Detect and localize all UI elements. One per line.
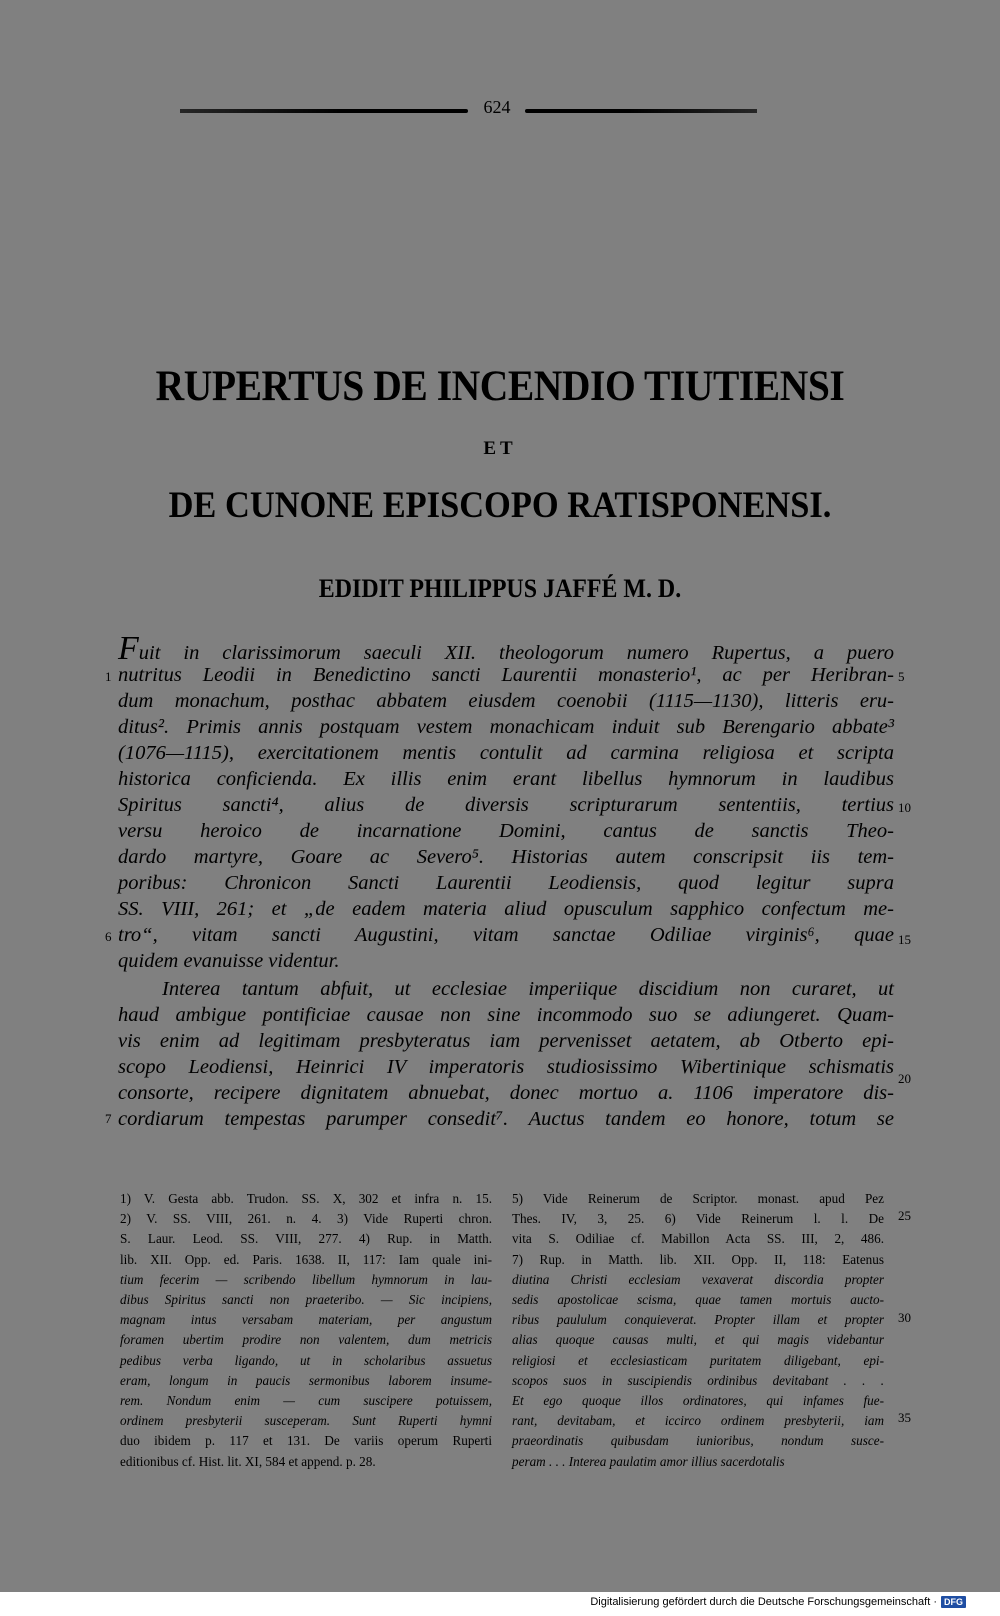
dfg-logo-icon: DFG xyxy=(941,1596,966,1608)
margin-note-number: 6 xyxy=(105,929,112,944)
page-number: 624 xyxy=(483,97,511,117)
editor-line: EDIDIT PHILIPPUS JAFFÉ M. D. xyxy=(318,574,682,603)
line-number: 15 xyxy=(898,932,911,947)
body-line: historica conficienda. Ex illis enim erant libellus hymnorum in laudibus xyxy=(118,768,894,790)
body-line: quidem evanuisse videntur. xyxy=(118,950,340,972)
body-line: haud ambigue pontificiae causae non sine incommodo suo se adiungeret. Quam- xyxy=(118,1004,894,1026)
footnote-line: Et ego quoque illos ordinatores, qui infames fue- xyxy=(512,1393,884,1409)
header-rule-left xyxy=(180,109,468,113)
footnote-line: peram . . . Interea paulatim amor illius sacerdotalis xyxy=(512,1453,785,1469)
footnote-line: 2) V. SS. VIII, 261. n. 4. 3) Vide Ruperti chron. xyxy=(120,1211,492,1227)
footnotes-right-column xyxy=(512,1189,884,1472)
footnote-line: praeordinatis quibusdam iunioribus, nondum susce- xyxy=(512,1433,884,1449)
footnote-line: eram, longum in paucis sermonibus laborem insume- xyxy=(120,1372,492,1388)
line-number: 35 xyxy=(898,1410,911,1425)
footnote-line: S. Laur. Leod. SS. VIII, 277. 4) Rup. in Matth. xyxy=(120,1231,492,1247)
line-number: 5 xyxy=(898,669,905,684)
body-line: (1076—1115), exercitationem mentis contulit ad carmina religiosa et scripta xyxy=(118,742,894,764)
body-line: Interea tantum abfuit, ut ecclesiae imperiique discidium non curaret, ut xyxy=(162,978,894,1000)
footnote-line: 5) Vide Reinerum de Scriptor. monast. apud Pez xyxy=(512,1191,884,1206)
footnote-line: editionibus cf. Hist. lit. XI, 584 et append. p. 28. xyxy=(120,1453,376,1469)
body-line: consorte, recipere dignitatem abnuebat, donec mortuo a. 1106 imperatore dis- xyxy=(118,1082,894,1104)
footnote-line: lib. XII. Opp. ed. Paris. 1638. II, 117: Iam quale ini- xyxy=(120,1251,492,1267)
line-number: 10 xyxy=(898,800,911,815)
footnote-line: scopos suos in suscipiendis ordinibus devitabant . . . xyxy=(512,1372,884,1388)
footnote-line: rem. Nondum enim — cum suscipere potuissem, xyxy=(120,1393,492,1409)
footnote-line: Thes. IV, 3, 25. 6) Vide Reinerum l. l. De xyxy=(512,1211,884,1227)
footnote-line: duo ibidem p. 117 et 131. De variis operum Ruperti xyxy=(120,1433,492,1449)
title-main: RUPERTUS DE INCENDIO TIUTIENSI xyxy=(155,363,845,410)
body-line: tro“, vitam sancti Augustini, vitam sanctae Odiliae virginis⁶, quae xyxy=(118,924,894,946)
margin-note-number: 1 xyxy=(105,669,112,684)
footnote-line: diutina Christi ecclesiam vexaverat discordia propter xyxy=(512,1271,884,1287)
footnote-line: 1) V. Gesta abb. Trudon. SS. X, 302 et infra n. 15. xyxy=(120,1191,492,1206)
drop-letter: F xyxy=(118,630,139,667)
footnote-line: tium fecerim — scribendo libellum hymnorum in lau- xyxy=(120,1271,492,1287)
line-number: 20 xyxy=(898,1071,911,1086)
body-line: dardo martyre, Goare ac Severo⁵. Historias autem conscripsit iis tem- xyxy=(118,846,894,868)
body-line: scopo Leodiensi, Heinrici IV imperatoris studiosissimo Wibertinique schismatis xyxy=(118,1056,894,1078)
footnote-line: vita S. Odiliae cf. Mabillon Acta SS. III, 2, 486. xyxy=(512,1231,884,1247)
footnote-line: rant, devitabam, et iccirco ordinem presbyterii, iam xyxy=(512,1413,884,1429)
page-header xyxy=(180,97,760,123)
body-line: Spiritus sancti⁴, alius de diversis scripturarum sententiis, tertius xyxy=(118,794,894,816)
title-conjunction: ET xyxy=(483,438,517,459)
header-rule-right xyxy=(525,109,757,113)
footnote-line: dibus Spiritus sancti non praeteribo. — Sic incipiens, xyxy=(120,1292,492,1308)
line-number: 30 xyxy=(898,1310,911,1325)
body-line: Fuit in clarissimorum saeculi XII. theologorum numero Rupertus, a puero xyxy=(118,630,894,667)
footnote-line: 7) Rup. in Matth. lib. XII. Opp. II, 118: Eatenus xyxy=(512,1251,884,1267)
body-line: vis enim ad legitimam presbyteratus iam pervenisset aetatem, ab Otberto epi- xyxy=(118,1030,894,1052)
footnotes-left-column xyxy=(120,1189,492,1472)
credit-text: Digitalisierung gefördert durch die Deutsche Forschungsgemeinschaft · xyxy=(590,1596,937,1608)
margin-note-number: 7 xyxy=(105,1111,112,1126)
footnote-line: ordinem presbyterii susceperam. Sunt Ruperti hymni xyxy=(120,1413,492,1429)
body-line: cordiarum tempestas parumper consedit⁷. Auctus tandem eo honore, totum se xyxy=(118,1108,894,1130)
footnote-line: ribus paululum conquieverat. Propter illam et propter xyxy=(512,1312,884,1328)
body-line: ditus². Primis annis postquam vestem monachicam induit sub Berengario abbate³ xyxy=(118,716,894,738)
footnote-line: religiosi et ecclesiasticam puritatem diligebant, epi- xyxy=(512,1352,884,1368)
digitization-credit xyxy=(586,1596,970,1608)
body-line: nutritus Leodii in Benedictino sancti Laurentii monasterio¹, ac per Heribran- xyxy=(118,664,894,686)
line-number: 25 xyxy=(898,1208,911,1223)
footnote-line: sedis apostolicae scisma, quae tamen mortuis aucto- xyxy=(512,1292,884,1308)
body-line: poribus: Chronicon Sancti Laurentii Leodiensis, quod legitur supra xyxy=(118,872,894,894)
footnote-line: foramen ubertim prodire non valentem, dum metricis xyxy=(120,1332,492,1348)
footnote-line: magnam intus versabam materiam, per angustum xyxy=(120,1312,492,1328)
body-line: SS. VIII, 261; et „de eadem materia aliud opusculum sapphico confectum me- xyxy=(118,898,894,920)
body-line: versu heroico de incarnatione Domini, cantus de sanctis Theo- xyxy=(118,820,894,842)
title-sub: DE CUNONE EPISCOPO RATISPONENSI. xyxy=(168,485,832,526)
footnote-line: pedibus verba ligando, ut in scholaribus assuetus xyxy=(120,1352,492,1368)
body-line: dum monachum, posthac abbatem eiusdem coenobii (1115—1130), litteris eru- xyxy=(118,690,894,712)
footnote-line: alias quoque causas multi, et qui magis videbantur xyxy=(512,1332,884,1348)
